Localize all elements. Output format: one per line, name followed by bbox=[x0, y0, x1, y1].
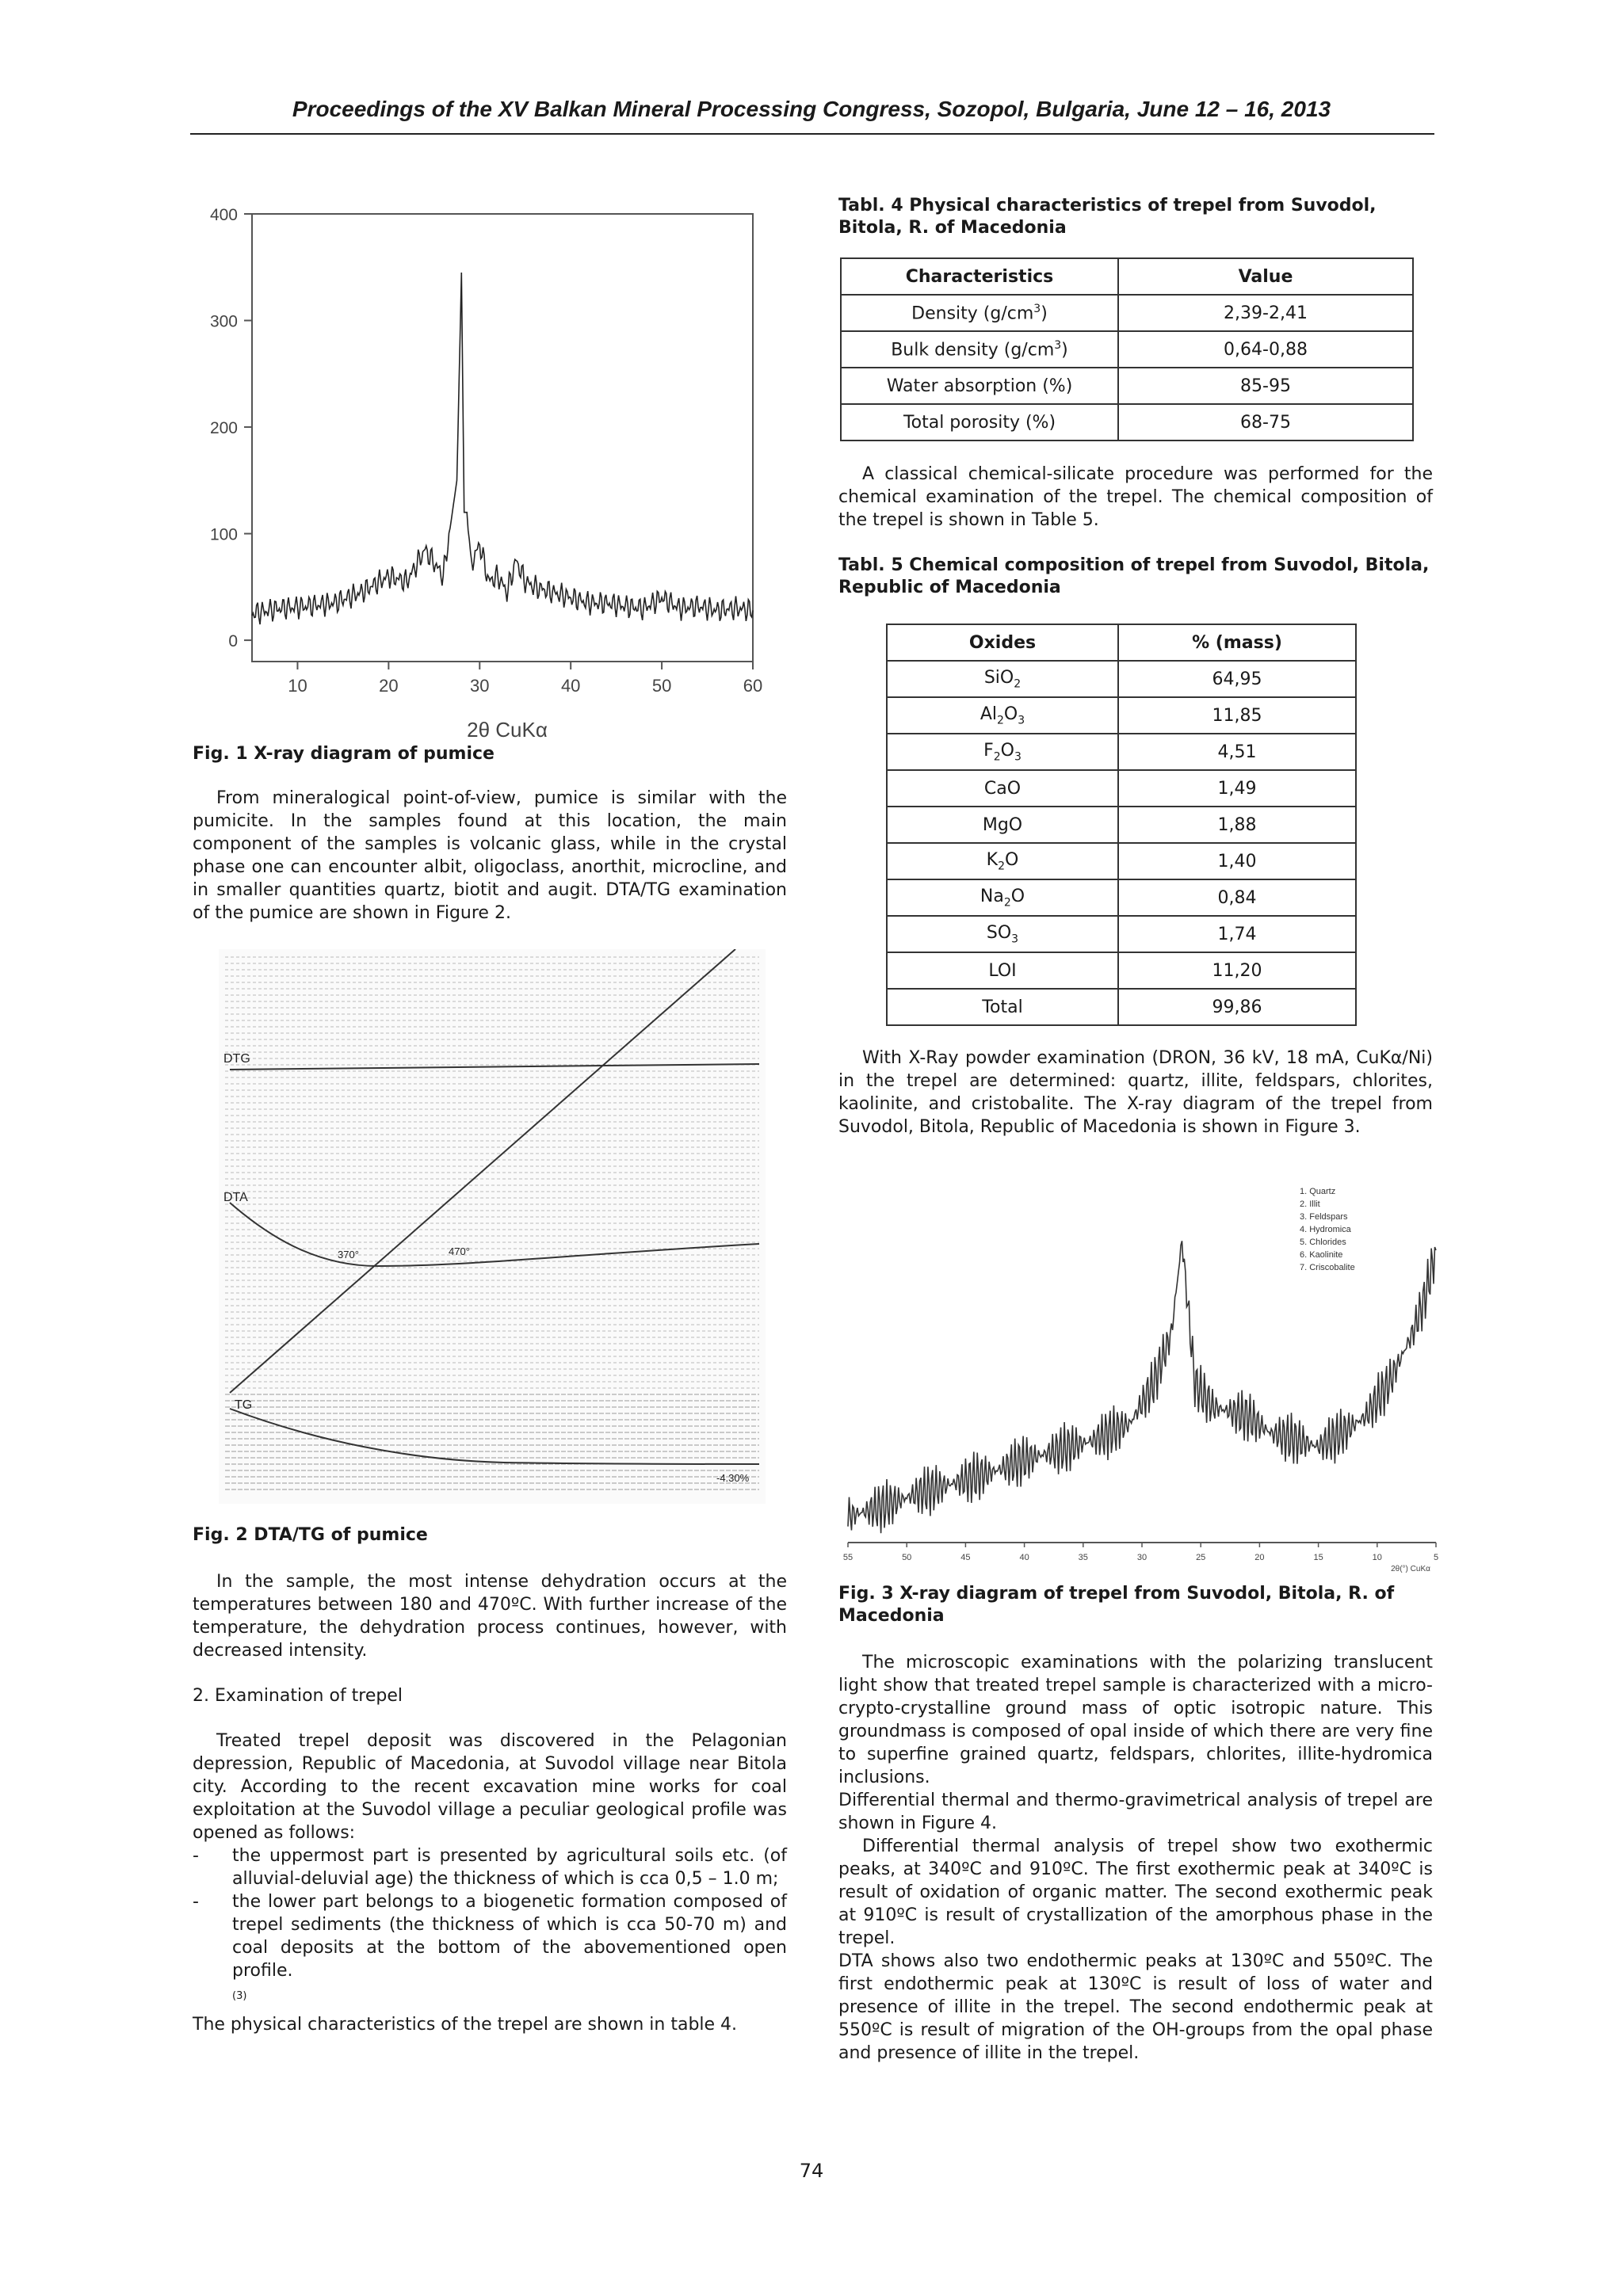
fig1-x-tick-label: 50 bbox=[651, 676, 672, 696]
table-cell: 1,49 bbox=[1118, 770, 1356, 807]
table-cell: LOI bbox=[887, 952, 1118, 989]
table-row bbox=[887, 989, 1356, 1025]
right-paragraph-2: With X-Ray powder examination (DRON, 36 kV, 18 mA, CuKα/Ni) in the trepel are determined: quartz, illite, feldspars, chlorites, kaolinite, and cristobalite. The X-ray diagram of the trepel from Suvodol, Bitola, Republic of Macedonia is shown in Figure 3. bbox=[838, 1048, 1433, 1137]
table-cell: $Al_2O_3$ bbox=[887, 697, 1118, 734]
table-cell: Total porosity (%) bbox=[841, 404, 1118, 441]
fig3-legend-item: 7. Criscobalite bbox=[1300, 1263, 1355, 1272]
table5-header-cell: % (mass) bbox=[1118, 624, 1356, 661]
fig1-x-tick-label: 20 bbox=[379, 676, 399, 696]
table-cell: 0,84 bbox=[1118, 879, 1356, 916]
fig1-x-tick-label: 40 bbox=[560, 676, 581, 696]
fig3-x-tick-label: 40 bbox=[1019, 1553, 1029, 1562]
table-cell: $F_2O_3$ bbox=[887, 734, 1118, 770]
fig1-y-tick-label: 400 bbox=[209, 206, 238, 224]
table-cell: Water absorption (%) bbox=[841, 368, 1118, 404]
fig1-y-tick-label: 200 bbox=[209, 419, 238, 438]
right-paragraph-6: DTA shows also two endothermic peaks at 130ºC and 550ºC. The first endothermic peak at 130ºC is result of loss of water and presence of illite in the trepel. The second endothermic peak at 550ºC is result of migration of the OH-groups from the opal phase and presence of illite in the trepel. bbox=[838, 1951, 1433, 2063]
table-cell: $K_2O$ bbox=[887, 843, 1118, 879]
fig2-label-dtg: DTG bbox=[223, 1052, 250, 1066]
fig3-legend-item: 4. Hydromica bbox=[1300, 1225, 1351, 1234]
table-cell: MgO bbox=[887, 807, 1118, 843]
right-paragraph-5: Differential thermal analysis of trepel show two exothermic peaks, at 340ºC and 910ºC. The first exothermic peak at 340ºC is result of oxidation of organic matter. The second exothermic peak at 910ºC is result of crystallization of the amorphous phase in the trepel. bbox=[838, 1836, 1433, 1948]
table-row bbox=[887, 697, 1356, 734]
citation-ref: (3) bbox=[232, 1990, 247, 2002]
fig3-x-axis-label: 2θ(°) CuKα bbox=[1391, 1565, 1430, 1573]
fig2-caption: Fig. 2 DTA/TG of pumice bbox=[193, 1525, 428, 1545]
fig2-label-t1: 370° bbox=[338, 1249, 359, 1261]
fig1-xray-chart bbox=[190, 194, 800, 757]
table-cell: Bulk density $(g/cm^3)$ bbox=[841, 331, 1118, 368]
fig3-x-tick-label: 20 bbox=[1254, 1553, 1265, 1562]
table4-header-cell: Value bbox=[1118, 258, 1413, 295]
table-cell: 1,88 bbox=[1118, 807, 1356, 843]
left-paragraph-3: Treated trepel deposit was discovered in the Pelagonian depression, Republic of Macedonia, at Suvodol village near Bitola city. According to the recent excavation mine works for coal exploitation at the Suvodol village a peculiar geological profile was opened as follows: bbox=[193, 1731, 787, 1843]
table4-caption: Tabl. 4 Physical characteristics of trepel from Suvodol, Bitola, R. of Macedonia bbox=[838, 196, 1377, 238]
right-paragraph-3: The microscopic examinations with the polarizing translucent light show that treated trepel sample is characterized with a micro-crypto-crystalline ground mass of optic isotropic nature. This groundmass is composed of opal inside of which there are very fine to superfine grained quartz, feldspars, chlorites, illite-hydromica inclusions. bbox=[838, 1653, 1433, 1787]
table-cell: Total bbox=[887, 989, 1118, 1025]
fig3-x-tick-label: 15 bbox=[1313, 1553, 1323, 1562]
fig3-legend-item: 1. Quartz bbox=[1300, 1187, 1336, 1196]
table-row bbox=[841, 331, 1413, 368]
table-cell: 1,74 bbox=[1118, 916, 1356, 952]
fig1-xray-series bbox=[252, 273, 753, 624]
fig2-dta-tg-chart bbox=[219, 949, 766, 1504]
fig1-x-tick-label: 60 bbox=[743, 676, 763, 696]
left-paragraph-4: The physical characteristics of the trepel are shown in table 4. bbox=[193, 2015, 738, 2035]
fig3-x-tick-label: 10 bbox=[1372, 1553, 1382, 1562]
fig1-y-tick-label: 0 bbox=[228, 632, 238, 651]
table-cell: Density $(g/cm^3)$ bbox=[841, 295, 1118, 331]
table-cell: 99,86 bbox=[1118, 989, 1356, 1025]
table-row bbox=[887, 879, 1356, 916]
table-row bbox=[841, 295, 1413, 331]
fig3-x-tick-label: 5 bbox=[1433, 1553, 1439, 1562]
fig3-x-tick-label: 55 bbox=[842, 1553, 854, 1562]
fig3-x-tick-label: 30 bbox=[1136, 1553, 1148, 1562]
table-row bbox=[887, 770, 1356, 807]
list-item-text: the lower part belongs to a biogenetic formation composed of trepel sediments (the thickness of which is cca 50-70 m) and coal deposits at the bottom of the abovementioned open profile. bbox=[232, 1892, 787, 1981]
table-row bbox=[887, 807, 1356, 843]
list-dash: - bbox=[193, 1846, 199, 1866]
list-item-text: the uppermost part is presented by agricultural soils etc. (of alluvial-deluvial age) the thickness of which is cca 0,5 – 1.0 m; bbox=[232, 1846, 787, 1889]
header-rule bbox=[190, 133, 1434, 135]
fig3-xray-chart bbox=[840, 1184, 1442, 1581]
fig2-label-t2: 470° bbox=[449, 1245, 470, 1257]
table-row bbox=[887, 952, 1356, 989]
table-cell: 0,64-0,88 bbox=[1118, 331, 1413, 368]
table-cell: 2,39-2,41 bbox=[1118, 295, 1413, 331]
table5-caption: Tabl. 5 Chemical composition of trepel from Suvodol, Bitola, Republic of Macedonia bbox=[838, 555, 1430, 597]
table4 bbox=[840, 257, 1414, 441]
table-cell: $SO_3$ bbox=[887, 916, 1118, 952]
fig1-y-tick-label: 300 bbox=[209, 312, 238, 331]
table-row bbox=[887, 843, 1356, 879]
fig3-xray-series bbox=[848, 1241, 1436, 1533]
left-paragraph-1: From mineralogical point-of-view, pumice is similar with the pumicite. In the samples found at this location, the main component of the samples is volcanic glass, while in the crystal phase one can encounter albit, oligoclass, anorthit, microcline, and in smaller quantities quartz, biotit and augit. DTA/TG examination of the pumice are shown in Figure 2. bbox=[193, 788, 787, 923]
fig3-legend-item: 6. Kaolinite bbox=[1300, 1250, 1343, 1260]
fig3-x-tick-label: 45 bbox=[960, 1553, 971, 1562]
fig3-x-tick-label: 25 bbox=[1196, 1553, 1206, 1562]
table-cell: SiO$_2$ bbox=[887, 661, 1118, 697]
fig1-y-tick-label: 100 bbox=[209, 525, 238, 544]
fig1-x-axis-label: 2θ CuKα bbox=[467, 718, 548, 742]
table-cell: 11,20 bbox=[1118, 952, 1356, 989]
profile-list-item-2 bbox=[193, 1890, 787, 2005]
table4-header-row bbox=[841, 258, 1413, 295]
right-paragraph-1: A classical chemical-silicate procedure was performed for the chemical examination of the trepel. The chemical composition of the trepel is shown in Table 5. bbox=[838, 464, 1433, 530]
fig1-x-tick-label: 10 bbox=[288, 676, 307, 696]
section-heading: 2. Examination of trepel bbox=[193, 1686, 403, 1706]
table-cell: 1,40 bbox=[1118, 843, 1356, 879]
fig3-legend-item: 2. Illit bbox=[1300, 1199, 1320, 1209]
table-row bbox=[887, 661, 1356, 697]
table5-header-cell: Oxides bbox=[887, 624, 1118, 661]
table5 bbox=[886, 624, 1357, 1026]
table5-header-row bbox=[887, 624, 1356, 661]
fig3-x-tick-label: 50 bbox=[902, 1553, 912, 1562]
table-row bbox=[841, 404, 1413, 441]
table4-header-cell: Characteristics bbox=[841, 258, 1118, 295]
table-cell: $Na_2O$ bbox=[887, 879, 1118, 916]
table-cell: 85-95 bbox=[1118, 368, 1413, 404]
fig1-caption: Fig. 1 X-ray diagram of pumice bbox=[193, 744, 495, 764]
fig2-label-loss: -4.30% bbox=[716, 1472, 750, 1484]
table-cell: 4,51 bbox=[1118, 734, 1356, 770]
running-header: Proceedings of the XV Balkan Mineral Processing Congress, Sozopol, Bulgaria, June 12 – 16, 2013 bbox=[292, 97, 1331, 121]
fig1-x-tick-label: 30 bbox=[470, 676, 490, 696]
table-row bbox=[887, 734, 1356, 770]
fig2-label-tg: TG bbox=[235, 1398, 253, 1412]
table-row bbox=[841, 368, 1413, 404]
fig3-caption: Fig. 3 X-ray diagram of trepel from Suvodol, Bitola, R. of Macedonia bbox=[838, 1584, 1395, 1626]
fig3-legend-item: 5. Chlorides bbox=[1300, 1238, 1346, 1247]
table-cell: 64,95 bbox=[1118, 661, 1356, 697]
right-paragraph-4: Differential thermal and thermo-gravimetrical analysis of trepel are shown in Figure 4. bbox=[838, 1791, 1433, 1833]
list-dash: - bbox=[193, 1892, 199, 1912]
fig3-legend-item: 3. Feldspars bbox=[1300, 1212, 1348, 1222]
table-cell: 11,85 bbox=[1118, 697, 1356, 734]
fig3-x-tick-label: 35 bbox=[1078, 1553, 1088, 1562]
table-row bbox=[887, 916, 1356, 952]
fig2-label-dta: DTA bbox=[223, 1191, 248, 1204]
table-cell: 68-75 bbox=[1118, 404, 1413, 441]
left-paragraph-2: In the sample, the most intense dehydration occurs at the temperatures between 180 and 470ºC. With further increase of the temperature, the dehydration process continues, however, with decreased intensity. bbox=[193, 1572, 787, 1661]
page-number: 74 bbox=[799, 2160, 824, 2182]
profile-list-item-1 bbox=[193, 1844, 787, 1890]
table-cell: CaO bbox=[887, 770, 1118, 807]
